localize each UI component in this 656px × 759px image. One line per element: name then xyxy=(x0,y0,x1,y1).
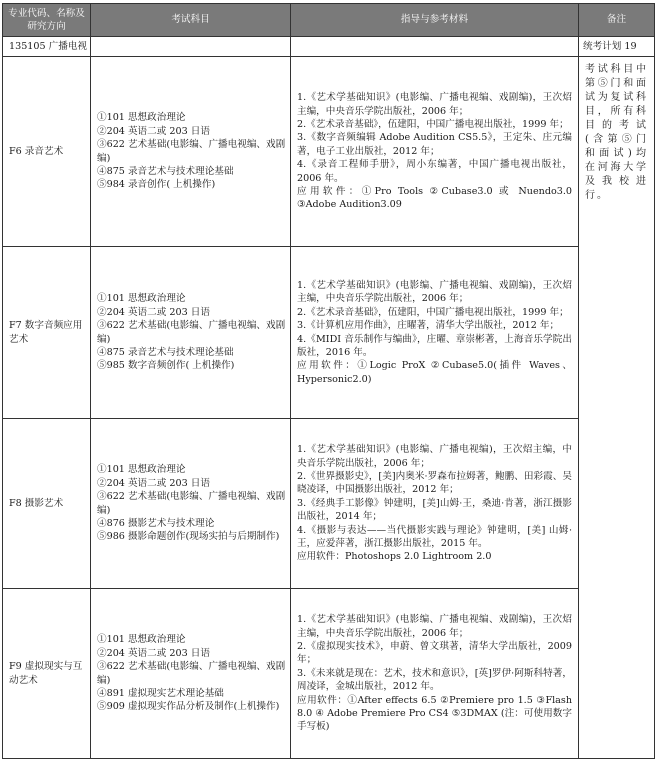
major-note: 统考计划 19 xyxy=(579,37,655,57)
reference-item: 1.《艺术学基础知识》(电影编、广播电视编)，王次炤主编，中央音乐学院出版社，2006 年； xyxy=(297,444,572,469)
subjects-cell xyxy=(91,57,291,247)
reference-item: 3.《数字音频编辑 Adobe Audition CS5.5》，王定朱、庄元编著，电子工业出版社，2012 年； xyxy=(297,132,572,157)
references-cell xyxy=(291,589,579,759)
table-row xyxy=(3,419,655,589)
reference-item: 4.《MIDI 音乐制作与编曲》，庄曜、章崇彬著，上海音乐学院出版社，2016 年。 xyxy=(297,333,572,358)
reference-item: 4.《摄影与表达——当代摄影实践与理论》钟建明，[美] 山姆·王，应爱萍著，浙江摄影出版社，2015 年。 xyxy=(297,524,572,550)
subject-item: ③622 艺术基础(电影编、广播电视编、戏剧编) xyxy=(97,320,286,345)
table-row xyxy=(3,247,655,419)
reference-item: 3.《经典手工影像》钟建明，[美]山姆·王，桑迪·肯著，浙江摄影出版社，2014 年； xyxy=(297,497,572,523)
subjects-cell xyxy=(91,589,291,759)
direction-cell: F6 录音艺术 xyxy=(3,57,91,247)
note-merged-cell: 考试科目中第⑤门和面试为复试科目，所有科目的考试(含第⑤门和面试)均在河海大学及我校进行。 xyxy=(579,57,655,759)
subject-item: ①101 思想政治理论 xyxy=(97,464,186,476)
reference-item: 3.《计算机应用作曲》，庄曜著，清华大学出版社，2012 年； xyxy=(297,320,560,332)
direction-cell: F8 摄影艺术 xyxy=(3,419,91,589)
reference-item: 3.《未来就是现在：艺术，技术和意识》，[英]罗伊·阿斯科特著，周凌译，金城出版社，2012 年。 xyxy=(297,667,572,693)
reference-item: 2.《艺术录音基础》，伍建阳，中国广播电视出版社，1999 年； xyxy=(297,118,569,130)
direction-cell: F7 数字音频应用艺术 xyxy=(3,247,91,419)
subject-item: ④875 录音艺术与技术理论基础 xyxy=(97,346,234,358)
major-subjects-empty xyxy=(91,37,291,57)
subject-item: ④876 摄影艺术与技术理论 xyxy=(97,517,215,529)
subjects-cell xyxy=(91,419,291,589)
subject-item: ①101 思想政治理论 xyxy=(97,293,186,305)
subject-item: ⑤985 数字音频创作( 上机操作) xyxy=(97,360,235,372)
header-subjects: 考试科目 xyxy=(91,4,291,37)
subject-item: ⑤984 录音创作( 上机操作) xyxy=(97,179,216,191)
subject-item: ①101 思想政治理论 xyxy=(97,112,186,124)
subject-item: ②204 英语二或 203 日语 xyxy=(97,647,210,659)
reference-item: 2.《虚拟现实技术》，申蔚、曾文琪著，清华大学出版社，2009 年； xyxy=(297,640,572,666)
table-header-row xyxy=(3,4,655,37)
references-cell xyxy=(291,247,579,419)
subject-item: ⑤909 虚拟现实作品分析及制作(上机操作) xyxy=(97,701,280,713)
references-cell xyxy=(291,419,579,589)
software-item: 应用软件：Photoshops 2.0 Lightroom 2.0 xyxy=(297,551,492,563)
subject-item: ⑤986 摄影命题创作(现场实拍与后期制作) xyxy=(97,531,280,543)
subject-item: ②204 英语二或 203 日语 xyxy=(97,306,210,318)
direction-cell: F9 虚拟现实与互动艺术 xyxy=(3,589,91,759)
subject-item: ①101 思想政治理论 xyxy=(97,634,186,646)
subjects-cell xyxy=(91,247,291,419)
subject-item: ②204 英语二或 203 日语 xyxy=(97,477,210,489)
subject-item: ④891 虚拟现实艺术理论基础 xyxy=(97,687,224,699)
major-row xyxy=(3,37,655,57)
reference-item: 1.《艺术学基础知识》(电影编、广播电视编、戏剧编)，王次炤主编，中央音乐学院出版社，2006 年； xyxy=(297,614,572,639)
reference-item: 2.《艺术录音基础》，伍建阳，中国广播电视出版社，1999 年； xyxy=(297,306,569,318)
reference-item: 4.《录音工程师手册》，周小东编著，中国广播电视出版社，2006 年。 xyxy=(297,159,572,184)
major-refs-empty xyxy=(291,37,579,57)
references-cell xyxy=(291,57,579,247)
subject-item: ③622 艺术基础(电影编、广播电视编、戏剧编) xyxy=(97,661,286,686)
table-row xyxy=(3,57,655,247)
reference-item: 2.《世界摄影史》，[美]内奥米·罗森布拉姆著，鲍鹏、田彩霞、吴晓凌译，中国摄影出版社，2012 年； xyxy=(297,470,572,496)
software-item: 应用软件：①Pro Tools ②Cubase3.0 或 Nuendo3.0 ③Adobe Audition3.09 xyxy=(297,186,572,211)
table-row xyxy=(3,589,655,759)
subject-item: ②204 英语二或 203 日语 xyxy=(97,125,210,137)
reference-item: 1.《艺术学基础知识》(电影编、广播电视编、戏剧编)，王次炤主编，中央音乐学院出版社，2006 年； xyxy=(297,92,572,117)
header-references: 指导与参考材料 xyxy=(291,4,579,37)
major-code: 135105 广播电视 xyxy=(3,37,91,57)
subject-item: ③622 艺术基础(电影编、广播电视编、戏剧编) xyxy=(97,139,286,164)
software-item: 应用软件：①After effects 6.5 ②Premiere pro 1.5 ③Flash 8.0 ④ Adobe Premiere Pro CS4 ⑤3DMAX (注：可使用数字手写板) xyxy=(297,694,572,733)
software-item: 应用软件：①Logic ProX ②Cubase5.0(插件 Waves、Hypersonic2.0) xyxy=(297,360,572,385)
header-notes: 备注 xyxy=(579,4,655,37)
header-major: 专业代码、名称及研究方向 xyxy=(3,4,91,37)
subject-item: ④875 录音艺术与技术理论基础 xyxy=(97,165,234,177)
reference-item: 1.《艺术学基础知识》(电影编、广播电视编、戏剧编)，王次炤主编，中央音乐学院出版社，2006 年； xyxy=(297,279,572,305)
subject-item: ③622 艺术基础(电影编、广播电视编、戏剧编) xyxy=(97,491,286,516)
admissions-table xyxy=(2,3,655,759)
